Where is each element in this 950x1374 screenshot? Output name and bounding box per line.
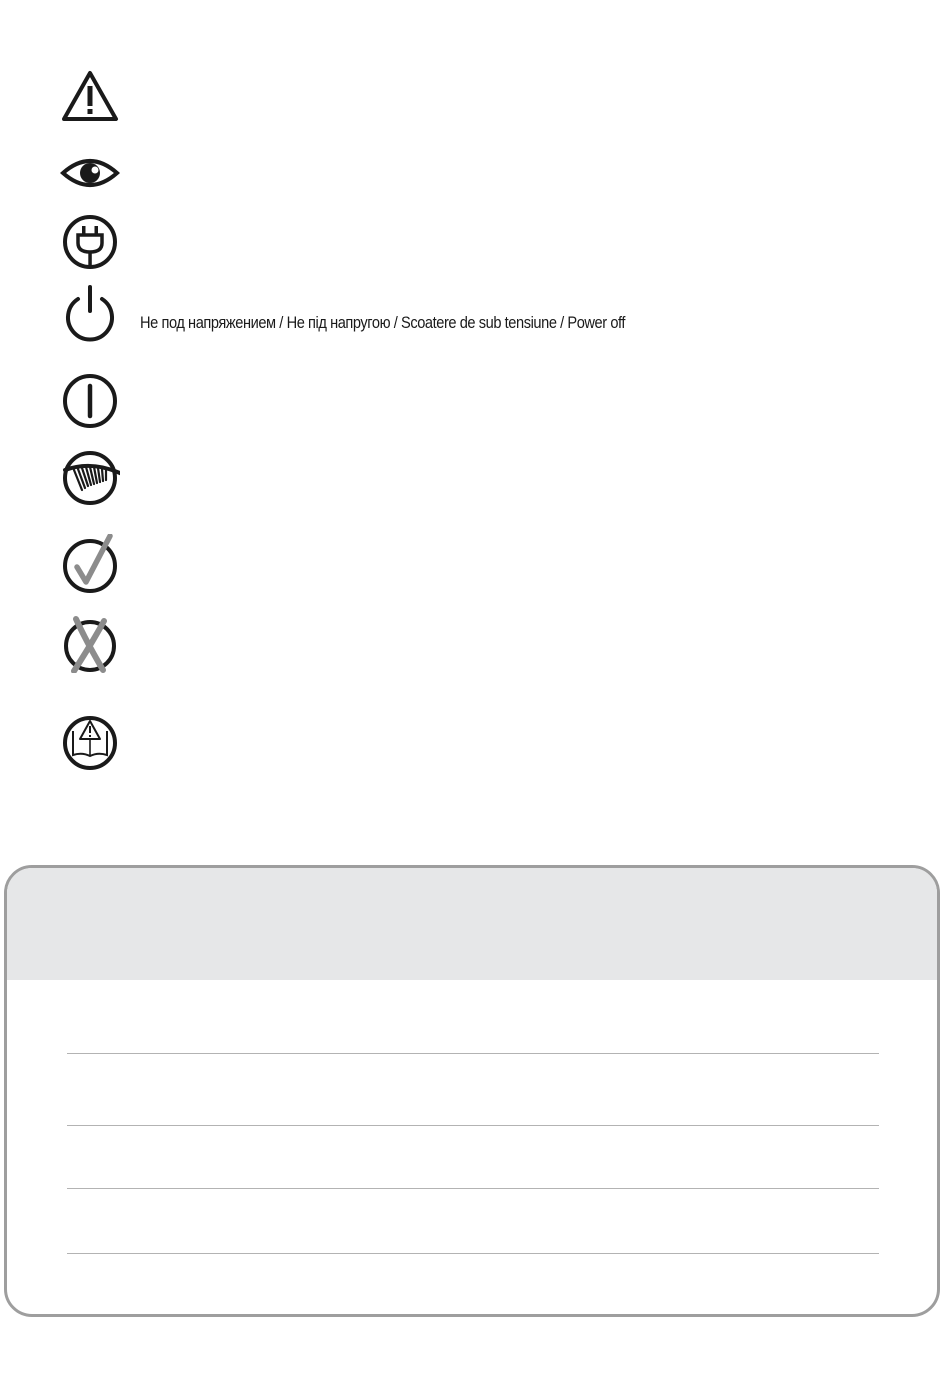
power-off-caption: Не под напряжением / Не під напругою / Scoatere de sub tensiune / Power off (140, 313, 626, 332)
note-line (67, 1125, 879, 1126)
panel-header (7, 868, 937, 980)
cross-icon (60, 613, 120, 673)
notes-panel (4, 865, 940, 1317)
note-line (67, 1188, 879, 1189)
note-line (67, 1053, 879, 1054)
eye-icon (60, 143, 120, 203)
power-on-icon (60, 371, 120, 431)
check-icon (60, 534, 120, 594)
power-off-icon (60, 283, 120, 343)
read-manual-icon (60, 713, 120, 773)
brush-icon (60, 448, 120, 508)
note-line (67, 1253, 879, 1254)
warning-triangle-icon (60, 68, 120, 128)
plug-icon (60, 212, 120, 272)
